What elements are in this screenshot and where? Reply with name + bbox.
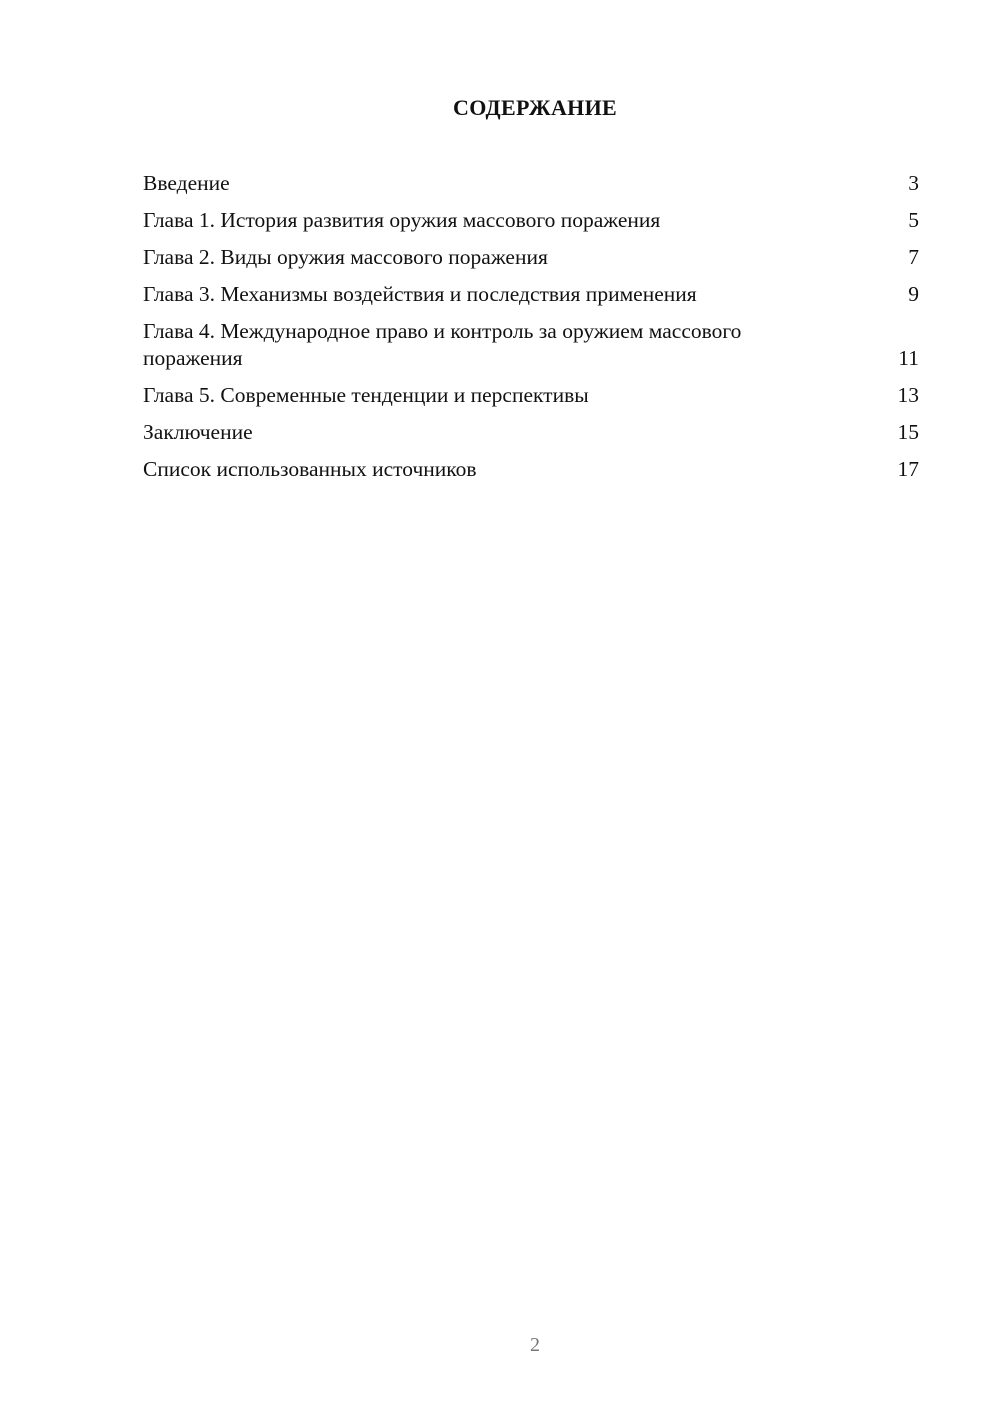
toc-entry-title: Глава 4. Международное право и контроль за оружием массового поражения [143,319,742,370]
toc-entry-page: 13 [897,383,919,407]
toc-entry-page: 3 [908,171,919,195]
toc-entry-chapter-1 [143,207,919,234]
toc-entry-title: Введение [143,171,230,195]
toc-entry-title: Заключение [143,420,253,444]
toc-entry-title: Глава 1. История развития оружия массового поражения [143,208,661,232]
toc-entry-page: 17 [897,457,919,481]
table-of-contents [143,170,919,493]
toc-entry-chapter-4 [143,318,919,372]
toc-entry-title: Глава 3. Механизмы воздействия и последствия применения [143,282,697,306]
toc-entry-chapter-3 [143,281,919,308]
toc-entry-page: 7 [908,245,919,269]
toc-entry-introduction [143,170,919,197]
toc-entry-title: Список использованных источников [143,457,477,481]
page-title: СОДЕРЖАНИЕ [453,95,617,120]
toc-entry-title: Глава 2. Виды оружия массового поражения [143,245,548,269]
toc-entry-page: 5 [908,208,919,232]
toc-entry-page: 9 [908,282,919,306]
page-number: 2 [530,1334,540,1356]
toc-entry-references [143,456,919,483]
toc-entry-chapter-5 [143,382,919,409]
toc-entry-chapter-2 [143,244,919,271]
toc-entry-conclusion [143,419,919,446]
toc-entry-page: 11 [898,346,919,370]
toc-entry-page: 15 [897,420,919,444]
toc-entry-title: Глава 5. Современные тенденции и перспективы [143,383,589,407]
